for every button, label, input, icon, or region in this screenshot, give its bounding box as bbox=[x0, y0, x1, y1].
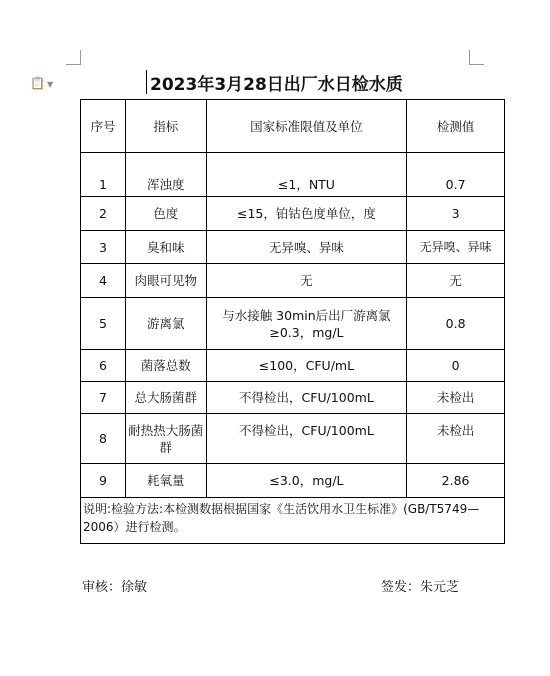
issuer-signature: 签发：朱元芝 bbox=[381, 580, 460, 595]
standard-limit: ≤100，CFU/mL bbox=[206, 350, 407, 382]
standard-limit: 不得检出，CFU/100mL bbox=[206, 382, 407, 414]
page-corner-mark-right bbox=[469, 50, 484, 65]
indicator-name: 菌落总数 bbox=[125, 350, 206, 382]
header-cell: 检测值 bbox=[407, 100, 505, 153]
standard-limit: ≤1，NTU bbox=[206, 153, 407, 197]
table-row bbox=[81, 382, 505, 414]
row-number: 2 bbox=[81, 197, 126, 231]
water-quality-table bbox=[80, 99, 505, 544]
indicator-name: 耗氧量 bbox=[125, 464, 206, 498]
measured-value: 无 bbox=[407, 264, 505, 298]
table-row bbox=[81, 197, 505, 231]
paste-options-icon[interactable]: 📋 ▼ bbox=[30, 76, 54, 90]
row-number: 8 bbox=[81, 414, 126, 464]
text-cursor bbox=[146, 70, 147, 94]
table-header-row bbox=[81, 100, 505, 153]
measured-value: 未检出 bbox=[407, 382, 505, 414]
standard-limit: 与水接触 30min后出厂游离氯≥0.3，mg/L bbox=[206, 298, 407, 350]
row-number: 3 bbox=[81, 231, 126, 264]
row-number: 5 bbox=[81, 298, 126, 350]
measured-value: 3 bbox=[407, 197, 505, 231]
table-row bbox=[81, 153, 505, 197]
method-note: 说明:检验方法:本检测数据根据国家《生活饮用水卫生标准》(GB/T5749—2006）进行检测。 bbox=[81, 498, 505, 544]
indicator-name: 总大肠菌群 bbox=[125, 382, 206, 414]
document-title: 2023年3月28日出厂水日检水质 bbox=[150, 75, 403, 95]
row-number: 9 bbox=[81, 464, 126, 498]
measured-value: 2.86 bbox=[407, 464, 505, 498]
measured-value: 无异嗅、异味 bbox=[407, 231, 505, 264]
table-row bbox=[81, 414, 505, 464]
measured-value: 未检出 bbox=[407, 414, 505, 464]
indicator-name: 臭和味 bbox=[125, 231, 206, 264]
standard-limit: 无异嗅、异味 bbox=[206, 231, 407, 264]
row-number: 6 bbox=[81, 350, 126, 382]
table-note-row bbox=[81, 498, 505, 544]
indicator-name: 浑浊度 bbox=[125, 153, 206, 197]
row-number: 1 bbox=[81, 153, 126, 197]
measured-value: 0 bbox=[407, 350, 505, 382]
indicator-name: 色度 bbox=[125, 197, 206, 231]
page-corner-mark-left bbox=[66, 50, 81, 65]
measured-value: 0.8 bbox=[407, 298, 505, 350]
row-number: 7 bbox=[81, 382, 126, 414]
header-cell: 指标 bbox=[125, 100, 206, 153]
indicator-name: 耐热热大肠菌群 bbox=[125, 414, 206, 464]
indicator-name: 游离氯 bbox=[125, 298, 206, 350]
measured-value: 0.7 bbox=[407, 153, 505, 197]
indicator-name: 肉眼可见物 bbox=[125, 264, 206, 298]
table-row bbox=[81, 298, 505, 350]
reviewer-signature: 审核：徐敏 bbox=[82, 580, 148, 595]
table-row bbox=[81, 350, 505, 382]
standard-limit: ≤3.0，mg/L bbox=[206, 464, 407, 498]
table-row bbox=[81, 264, 505, 298]
header-cell: 序号 bbox=[81, 100, 126, 153]
row-number: 4 bbox=[81, 264, 126, 298]
standard-limit: 无 bbox=[206, 264, 407, 298]
table-row bbox=[81, 231, 505, 264]
standard-limit: ≤15，铂钴色度单位，度 bbox=[206, 197, 407, 231]
header-cell: 国家标准限值及单位 bbox=[206, 100, 407, 153]
table-row bbox=[81, 464, 505, 498]
standard-limit: 不得检出，CFU/100mL bbox=[206, 414, 407, 464]
